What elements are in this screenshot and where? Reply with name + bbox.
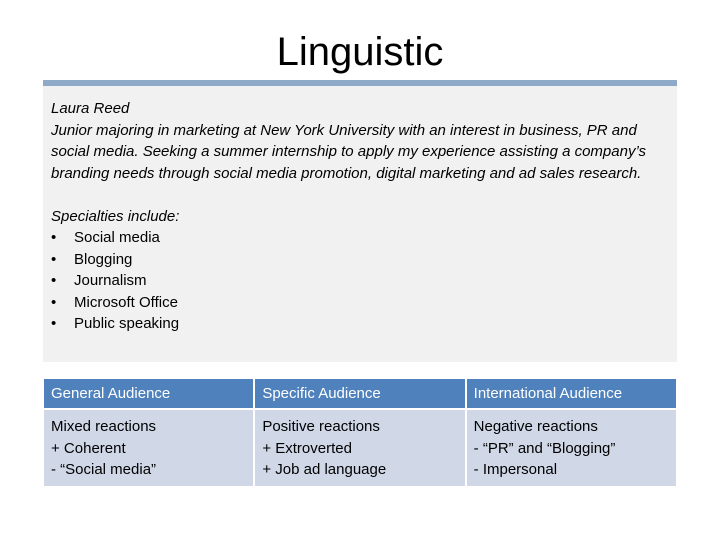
specialty-label: Microsoft Office	[74, 293, 178, 311]
header-general-audience: General Audience	[43, 378, 254, 409]
cell-specific-audience	[254, 409, 465, 487]
profile-summary: Junior majoring in marketing at New York University with an interest in business, PR and social media. Seeking a summer internship to apply my experience assisting a company’s branding needs through social media promotion, digital marketing and ad sales research.	[51, 121, 647, 182]
specialty-label: Blogging	[74, 250, 133, 268]
cell-line: + Job ad language	[262, 461, 387, 478]
cell-line: Negative reactions	[473, 418, 598, 435]
cell-line: + Extroverted	[262, 439, 352, 457]
specialties-list	[51, 227, 667, 335]
cell-line: - “PR” and “Blogging”	[473, 439, 616, 457]
list-item	[51, 249, 667, 271]
specialty-label: Journalism	[74, 272, 147, 289]
bullet-icon: •	[51, 315, 57, 332]
header-international-audience: International Audience	[466, 378, 677, 409]
header-specific-audience: Specific Audience	[254, 378, 465, 409]
cell-line: Mixed reactions	[51, 418, 157, 435]
slide-title: Linguistic	[276, 30, 444, 74]
specialties-heading: Specialties include:	[51, 207, 180, 225]
profile-name: Laura Reed	[51, 100, 130, 117]
list-item	[51, 227, 667, 249]
cell-line: + Coherent	[51, 439, 126, 457]
bullet-icon: •	[51, 229, 57, 246]
cell-line: - Impersonal	[473, 461, 558, 478]
bullet-icon: •	[51, 272, 57, 289]
list-item	[51, 270, 667, 292]
cell-line: Positive reactions	[262, 418, 380, 435]
audience-table	[42, 377, 678, 488]
list-item	[51, 313, 667, 335]
cell-international-audience	[466, 409, 677, 487]
cell-line: - “Social media”	[51, 461, 157, 478]
list-item	[51, 292, 667, 314]
bullet-icon: •	[51, 293, 57, 311]
specialty-label: Public speaking	[74, 315, 180, 332]
table-row	[43, 409, 677, 487]
profile-box	[43, 86, 677, 362]
cell-general-audience	[43, 409, 254, 487]
specialty-label: Social media	[74, 229, 160, 246]
spacer	[51, 184, 667, 206]
bullet-icon: •	[51, 250, 57, 268]
table-header-row	[43, 378, 677, 409]
